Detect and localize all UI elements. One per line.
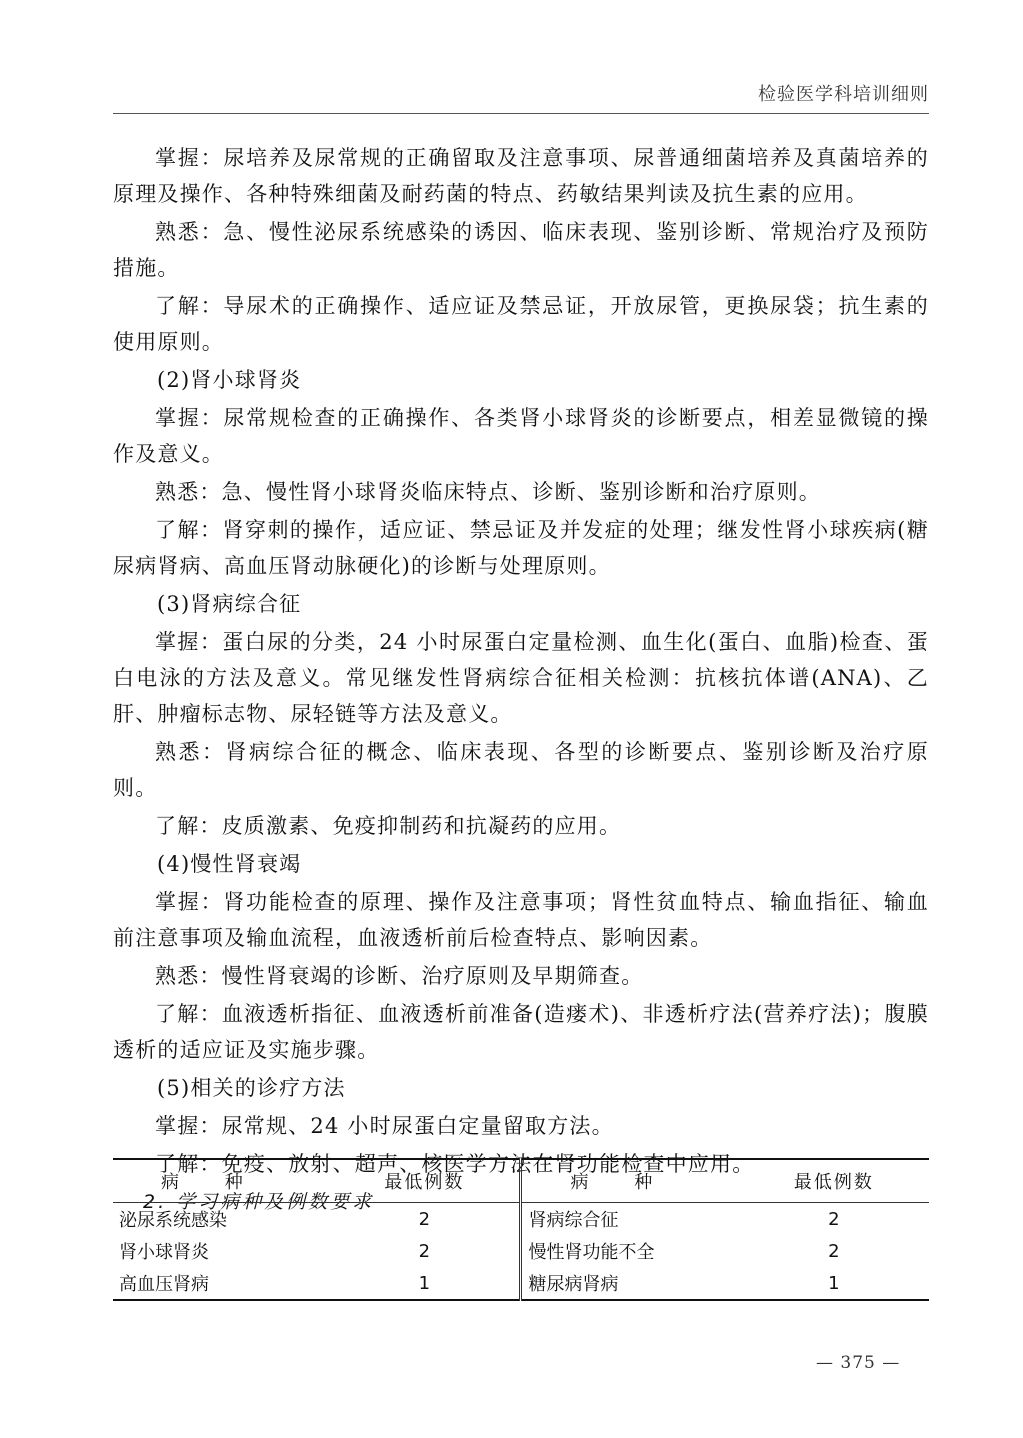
paragraph: 了解：皮质激素、免疫抑制药和抗凝药的应用。 <box>155 814 622 838</box>
paragraph: 掌握：肾功能检查的原理、操作及注意事项；肾性贫血特点、输血指征、输血前注意事项及输血流程，血液透析前后检查特点、影响因素。 <box>113 890 929 950</box>
paragraph: 熟悉：急、慢性泌尿系统感染的诱因、临床表现、鉴别诊断、常规治疗及预防措施。 <box>113 220 929 280</box>
paragraph: 掌握：蛋白尿的分类，24 小时尿蛋白定量检测、血生化(蛋白、血脂)检查、蛋白电泳的方法及意义。常见继发性肾病综合征相关检测：抗核抗体谱(ANA)、乙肝、肿瘤标志物、尿轻链等方法及意义。 <box>113 630 929 726</box>
min-count: 2 <box>828 1208 840 1230</box>
column-header-disease: 病 种 <box>521 1159 739 1203</box>
subsection-heading: (5)相关的诊疗方法 <box>157 1076 346 1100</box>
disease-name: 糖尿病肾病 <box>521 1267 739 1300</box>
paragraph: 掌握：尿培养及尿常规的正确留取及注意事项、尿普通细菌培养及真菌培养的原理及操作、各种特殊细菌及耐药菌的特点、药敏结果判读及抗生素的应用。 <box>113 146 929 206</box>
column-header-min-count: 最低例数 <box>329 1159 521 1203</box>
paragraph: 熟悉：肾病综合征的概念、临床表现、各型的诊断要点、鉴别诊断及治疗原则。 <box>113 740 929 800</box>
disease-name: 肾小球肾炎 <box>119 1242 209 1263</box>
body-text <box>113 140 929 1220</box>
table-row <box>113 1235 929 1267</box>
min-count: 2 <box>329 1235 521 1267</box>
header-rule <box>113 113 929 114</box>
paragraph: 了解：肾穿刺的操作，适应证、禁忌证及并发症的处理；继发性肾小球疾病(糖尿病肾病、高血压肾动脉硬化)的诊断与处理原则。 <box>113 518 929 578</box>
paragraph: 熟悉：慢性肾衰竭的诊断、治疗原则及早期筛查。 <box>155 964 644 988</box>
disease-name: 泌尿系统感染 <box>119 1210 227 1231</box>
subsection-heading: (3)肾病综合征 <box>157 592 302 616</box>
section-title: 2. 学习病种及例数要求 <box>143 1191 375 1213</box>
paragraph: 了解：导尿术的正确操作、适应证及禁忌证，开放尿管，更换尿袋；抗生素的使用原则。 <box>113 294 929 354</box>
min-count: 2 <box>828 1240 840 1262</box>
subsection-heading: (4)慢性肾衰竭 <box>157 852 302 876</box>
page-number: — 375 — <box>816 1353 901 1373</box>
table-row <box>113 1267 929 1300</box>
paragraph: 了解：血液透析指征、血液透析前准备(造瘘术)、非透析疗法(营养疗法)；腹膜透析的适应证及实施步骤。 <box>113 1002 929 1062</box>
table-row <box>113 1203 929 1236</box>
paragraph: 了解：免疫、放射、超声、核医学方法在肾功能检查中应用。 <box>155 1152 755 1176</box>
disease-name: 肾病综合征 <box>528 1210 619 1231</box>
paragraph: 熟悉：急、慢性肾小球肾炎临床特点、诊断、鉴别诊断和治疗原则。 <box>155 480 821 504</box>
paragraph: 掌握：尿常规、24 小时尿蛋白定量留取方法。 <box>155 1114 614 1138</box>
case-requirements-table <box>113 1158 929 1301</box>
paragraph: 掌握：尿常规检查的正确操作、各类肾小球肾炎的诊断要点，相差显微镜的操作及意义。 <box>113 406 929 466</box>
running-head: 检验医学科培训细则 <box>758 84 929 105</box>
disease-name: 慢性肾功能不全 <box>528 1242 655 1263</box>
table-header-row <box>113 1159 929 1203</box>
subsection-heading: (2)肾小球肾炎 <box>157 368 302 392</box>
min-count: 2 <box>329 1203 521 1236</box>
min-count: 1 <box>329 1267 521 1300</box>
min-count: 1 <box>739 1267 929 1300</box>
column-header-min-count: 最低例数 <box>739 1159 929 1203</box>
disease-name: 高血压肾病 <box>113 1267 329 1300</box>
column-header-disease: 病 种 <box>113 1159 329 1203</box>
